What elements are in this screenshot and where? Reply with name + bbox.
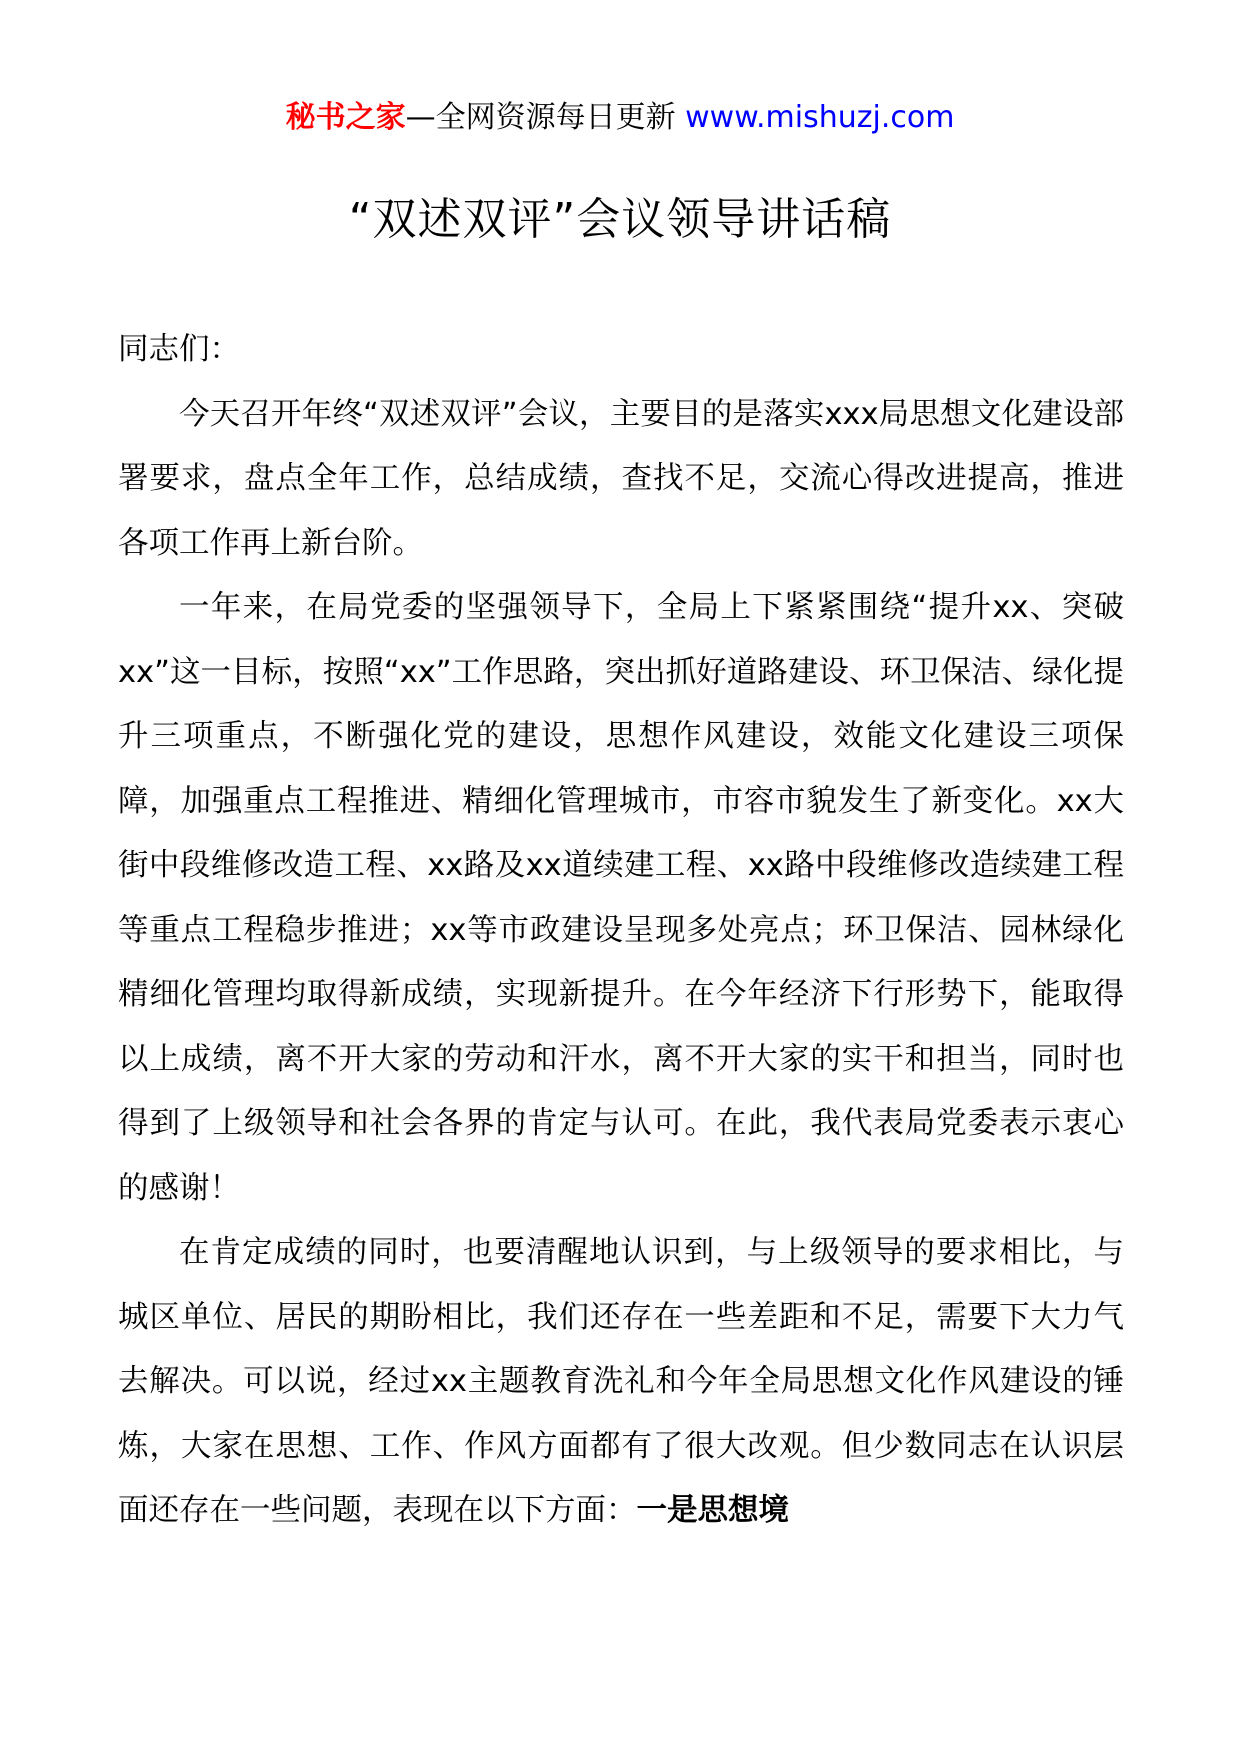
paragraph-3 — [118, 1221, 1124, 1544]
paragraph-3-text: 在肯定成绩的同时，也要清醒地认识到，与上级领导的要求相比，与城区单位、居民的期盼相比，我们还存在一些差距和不足，需要下大力气去解决。可以说，经过xx主题教育洗礼和今年全局思想文化作风建设的锤炼，大家在思想、工作、作风方面都有了很大改观。但少数同志在认识层面还存在一些问题，表现在以下方面： — [118, 1235, 1124, 1528]
page-header — [0, 98, 1240, 138]
paragraph-3-emphasis: 一是思想境 — [636, 1493, 789, 1528]
paragraph-2: 一年来，在局党委的坚强领导下，全局上下紧紧围绕“提升xx、突破xx”这一目标，按照“xx”工作思路，突出抓好道路建设、环卫保洁、绿化提升三项重点，不断强化党的建设，思想作风建设，效能文化建设三项保障，加强重点工程推进、精细化管理城市，市容市貌发生了新变化。xx大街中段维修改造工程、xx路及xx道续建工程、xx路中段维修改造续建工程等重点工程稳步推进；xx等市政建设呈现多处亮点；环卫保洁、园林绿化精细化管理均取得新成绩，实现新提升。在今年经济下行形势下，能取得以上成绩，离不开大家的劳动和汗水，离不开大家的实干和担当，同时也得到了上级领导和社会各界的肯定与认可。在此，我代表局党委表示衷心的感谢！ — [118, 590, 1124, 1206]
document-body — [118, 318, 1124, 1544]
salutation: 同志们： — [118, 332, 240, 367]
paragraph-1: 今天召开年终“双述双评”会议，主要目的是落实xxx局思想文化建设部署要求，盘点全年工作，总结成绩，查找不足，交流心得改进提高，推进各项工作再上新台阶。 — [118, 396, 1124, 561]
header-slogan: —全网资源每日更新 — [405, 100, 686, 135]
document-title: “双述双评”会议领导讲话稿 — [348, 194, 892, 245]
brand-name: 秘书之家 — [285, 100, 406, 135]
site-url-link[interactable]: www.mishuzj.com — [685, 100, 955, 135]
